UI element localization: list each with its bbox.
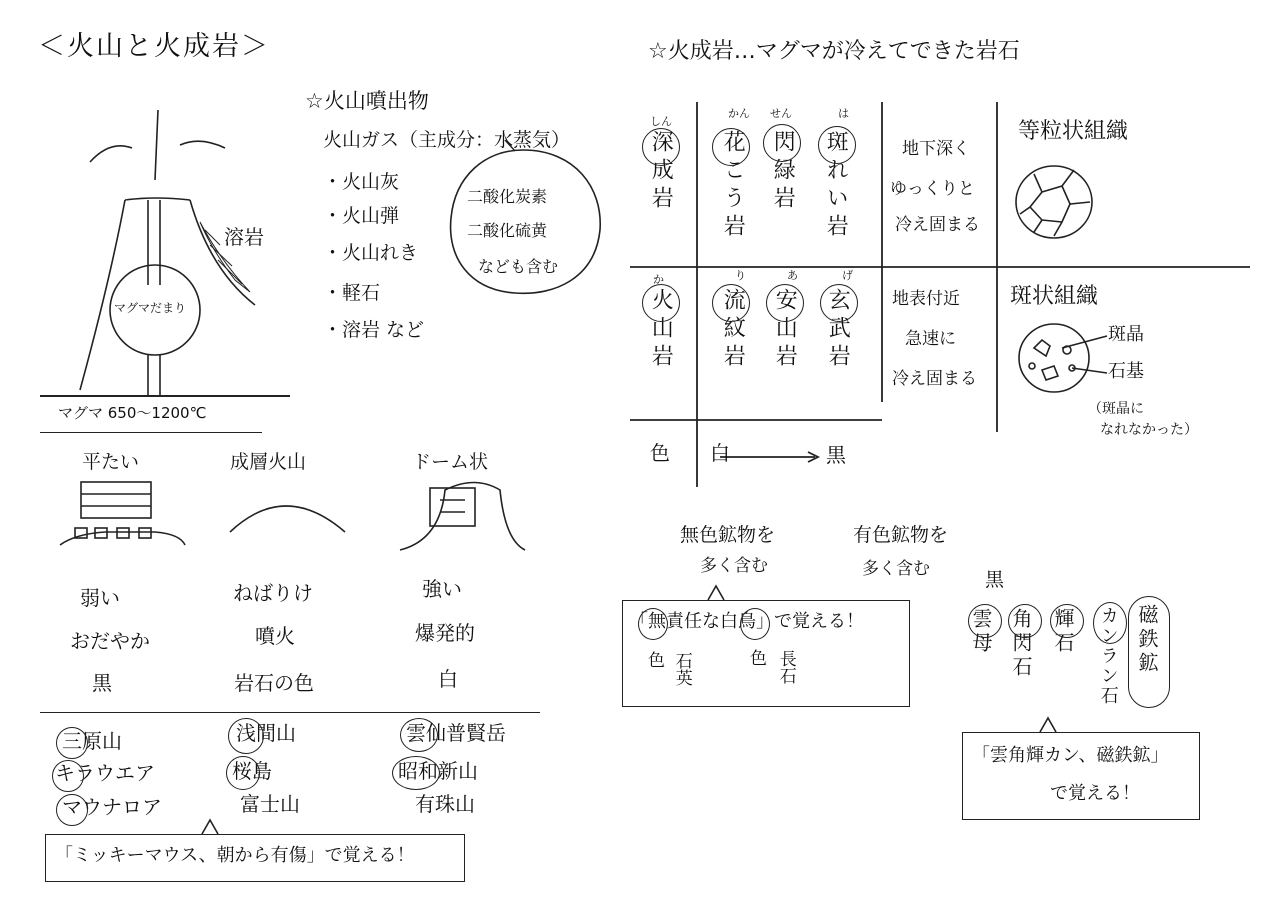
rock-color-white: 白: [438, 667, 458, 691]
example-showa-shinzan: 昭和新山: [398, 759, 478, 783]
furigana: は: [838, 107, 849, 120]
circle-mark: [712, 284, 750, 322]
example-mihara: 三原山: [62, 729, 122, 753]
deep-cooling-line: ゆっくりと: [890, 179, 975, 199]
groundmass-label: 石基: [1108, 361, 1144, 382]
mineral-black-label: 黒: [985, 569, 1005, 591]
shape-label-dome: ドーム状: [412, 451, 489, 473]
ejecta-item: ・火山弾: [323, 205, 400, 227]
ejecta-heading: ☆火山噴出物: [305, 89, 429, 113]
plutonic-rock-name: 深成岩: [648, 130, 674, 214]
circle-mark: [740, 608, 770, 640]
viscosity-strong: 強い: [422, 577, 462, 601]
porphyritic-diagram: [1012, 318, 1172, 398]
viscosity-label: ねばりけ: [233, 581, 313, 605]
rock-gabbro: 斑れい岩: [823, 130, 849, 242]
circle-mark: [642, 284, 680, 322]
ejecta-item: ・溶岩 など: [323, 319, 425, 341]
ejecta-item: ・軽石: [323, 282, 381, 304]
eruption-label: 噴火: [255, 624, 295, 648]
circle-mark: [642, 128, 680, 166]
furigana: あ: [787, 269, 798, 282]
circle-mark: [638, 608, 668, 640]
color-white: 白: [710, 441, 730, 465]
mineral-quartz: 石英: [671, 652, 692, 686]
circle-mark: [712, 128, 750, 166]
circle-mark: [56, 727, 88, 759]
callout-pointer: [1038, 716, 1058, 734]
phenocryst-label: 斑晶: [1108, 324, 1144, 345]
volcanic-rock-name: 火山岩: [648, 288, 674, 372]
deep-cooling-line: 冷え固まる: [895, 215, 980, 235]
mineral-magnetite: 磁鉄鉱: [1135, 604, 1159, 676]
furigana: り: [735, 269, 746, 282]
example-unzen: 雲仙普賢岳: [406, 721, 506, 745]
rock-rhyolite: 流紋岩: [720, 288, 746, 372]
circle-mark: [1008, 604, 1042, 638]
circle-mark: [56, 794, 88, 826]
volcano-diagram: [60, 100, 280, 410]
volcanic-cooling-line: 地表付近: [892, 289, 960, 309]
magma-temperature: マグマ 650〜1200℃: [58, 404, 207, 422]
circle-mark: [820, 284, 858, 322]
ejecta-item: ・火山れき: [323, 242, 419, 264]
volcanic-cooling-line: 急速に: [905, 329, 956, 349]
bubble-line: 二酸化炭素: [467, 187, 548, 206]
circle-mark: [766, 284, 804, 322]
example-fuji: 富士山: [240, 792, 300, 816]
colorless-minerals-sub: 多く含む: [700, 556, 768, 576]
circle-mark: [226, 756, 260, 790]
rock-andesite: 安山岩: [772, 288, 798, 372]
circle-mark: [52, 760, 84, 792]
example-kilauea: キラウエア: [55, 761, 155, 785]
mineral-sub: 色: [648, 651, 665, 671]
volcano-shapes: [55, 470, 535, 560]
right-title: ☆火成岩…マグマが冷えてできた岩石: [648, 39, 1020, 64]
circle-mark: [400, 718, 438, 752]
divider: [40, 712, 540, 713]
callout-pointer: [200, 818, 220, 836]
example-asama: 浅間山: [236, 721, 296, 745]
mineral-sub: 色: [750, 649, 767, 669]
shape-label-strato: 成層火山: [230, 451, 307, 473]
porphyritic-texture: 斑状組織: [1010, 284, 1099, 309]
shape-label-flat: 平たい: [82, 451, 140, 473]
colored-minerals-sub: 多く含む: [862, 559, 930, 579]
circle-mark: [1050, 604, 1084, 638]
deep-cooling-line: 地下深く: [902, 139, 970, 159]
equigranular-diagram: [1012, 162, 1098, 242]
rock-granite: 花こう岩: [720, 130, 746, 242]
groundmass-note: （斑晶に: [1088, 401, 1144, 417]
mineral-feldspar: 長石: [775, 650, 796, 684]
rock-color-label: 岩石の色: [234, 671, 314, 695]
equigranular-texture: 等粒状組織: [1018, 119, 1129, 144]
divider: [40, 432, 262, 433]
furigana: しん: [650, 115, 672, 128]
circle-mark: [1093, 602, 1127, 644]
circle-mark: [763, 124, 801, 162]
mineral-amphibole: 角閃石: [1009, 608, 1033, 680]
eruption-explosive: 爆発的: [415, 621, 475, 645]
circle-mark: [1128, 596, 1170, 708]
furigana: か: [653, 273, 664, 286]
furigana: げ: [842, 269, 853, 282]
furigana: かん: [728, 107, 750, 120]
ejecta-item: ・火山灰: [323, 171, 400, 193]
mineral-biotite: 雲母: [969, 608, 993, 656]
circle-mark: [392, 756, 440, 790]
example-usu: 有珠山: [415, 792, 475, 816]
lava-label: 溶岩: [224, 225, 264, 249]
example-mauna-loa: マウナロア: [62, 795, 162, 819]
magma-chamber-label: マグマだまり: [114, 301, 187, 315]
mineral-olivine: カンラン石: [1097, 606, 1119, 706]
rock-color-black: 黒: [92, 671, 112, 695]
groundmass-note: なれなかった）: [1100, 422, 1198, 438]
circle-mark: [968, 604, 1002, 638]
circle-mark: [818, 126, 856, 164]
furigana: せん: [770, 107, 792, 120]
bubble-line: 二酸化硫黄: [467, 221, 548, 240]
colored-minerals: 有色鉱物を: [853, 524, 949, 546]
rock-basalt: 玄武岩: [825, 288, 851, 372]
viscosity-weak: 弱い: [80, 586, 120, 610]
bubble-line: なども含む: [478, 257, 559, 276]
mineral-pyroxene: 輝石: [1051, 608, 1075, 656]
callout-pointer: [706, 584, 726, 602]
circle-mark: [228, 718, 264, 754]
rock-diorite: 閃緑岩: [770, 130, 796, 214]
eruption-gentle: おだやか: [70, 629, 150, 653]
mnemonic-colored-sub: で覚える！: [1050, 783, 1140, 804]
ejecta-item: 火山ガス（主成分：水蒸気）: [323, 129, 571, 151]
mnemonic-minerals: 「無責任な白鳥」で覚える！: [630, 611, 864, 632]
mnemonic-colored: 「雲角輝カン、磁鉄鉱」: [972, 745, 1169, 766]
colorless-minerals: 無色鉱物を: [680, 524, 776, 546]
volcanic-cooling-line: 冷え固まる: [892, 369, 977, 389]
example-sakurajima: 桜島: [232, 759, 272, 783]
left-title: ＜火山と火成岩＞: [38, 31, 270, 62]
mnemonic-left: 「ミッキーマウス、朝から有傷」で覚える！: [55, 845, 415, 866]
color-row-label: 色: [650, 441, 670, 465]
color-black: 黒: [826, 443, 846, 467]
